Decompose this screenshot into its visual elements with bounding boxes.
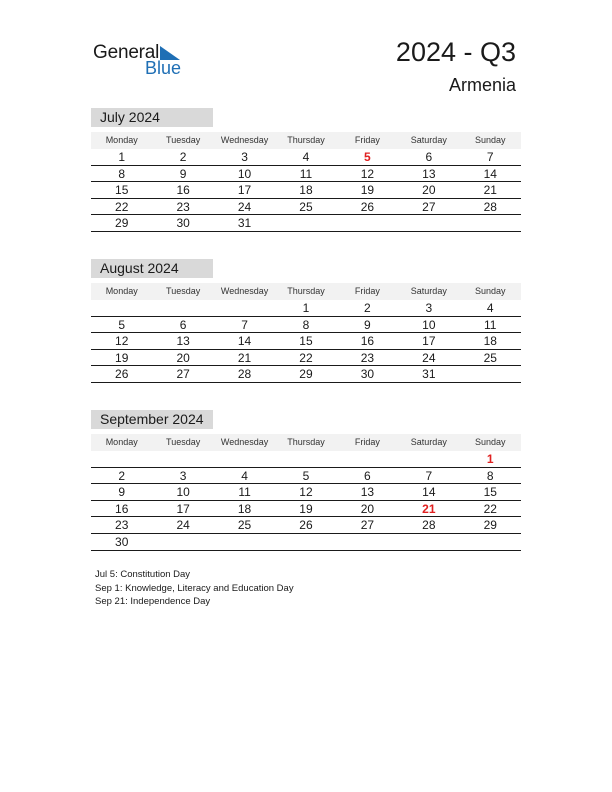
day-cell: 23 xyxy=(360,350,375,365)
day-cell: 24 xyxy=(176,518,190,533)
week-row xyxy=(91,517,521,534)
day-cell: 26 xyxy=(115,367,129,382)
holiday-note: Jul 5: Constitution Day xyxy=(95,569,191,580)
week-row xyxy=(91,333,521,350)
day-cell: 27 xyxy=(176,367,190,382)
weekday-label: Monday xyxy=(105,437,138,447)
page-title: 2024 - Q3 xyxy=(395,37,516,67)
weekday-label: Thursday xyxy=(287,286,325,296)
day-cell: 13 xyxy=(422,166,436,181)
week-row xyxy=(91,468,521,485)
day-cell: 24 xyxy=(237,199,252,214)
empty-day-cell xyxy=(91,300,152,316)
day-cell: 2 xyxy=(118,468,126,483)
weekday-label: Thursday xyxy=(287,135,325,145)
day-cell: 11 xyxy=(238,485,251,500)
week-row xyxy=(91,366,521,383)
weekday-label: Saturday xyxy=(410,135,447,145)
day-cell: 12 xyxy=(299,485,313,500)
day-cell: 19 xyxy=(360,183,375,198)
day-cell: 7 xyxy=(486,150,494,164)
weekday-label: Wednesday xyxy=(220,437,269,447)
day-cell: 31 xyxy=(237,216,252,231)
day-cell: 6 xyxy=(425,150,433,164)
day-cell: 21 xyxy=(483,183,497,198)
day-cell: 4 xyxy=(486,301,494,315)
day-cell: 24 xyxy=(422,350,436,365)
weekday-label: Sunday xyxy=(474,286,506,296)
week-row xyxy=(91,300,521,317)
empty-day-cell xyxy=(91,451,152,467)
day-cell: 28 xyxy=(422,518,436,533)
day-cell: 27 xyxy=(360,518,375,533)
weekday-label: Saturday xyxy=(410,437,447,447)
day-cell: 5 xyxy=(364,150,371,164)
empty-day-cell xyxy=(337,534,398,550)
weekday-header-row xyxy=(91,132,521,149)
day-cell: 22 xyxy=(115,199,129,214)
day-cell: 29 xyxy=(483,518,497,533)
week-row xyxy=(91,317,521,334)
weekday-label: Sunday xyxy=(474,437,506,447)
holiday-notes xyxy=(95,568,294,609)
day-cell: 19 xyxy=(115,350,129,365)
week-row xyxy=(91,451,521,468)
empty-day-cell xyxy=(460,215,521,231)
day-cell: 14 xyxy=(422,485,436,500)
empty-day-cell xyxy=(214,300,275,316)
empty-day-cell xyxy=(398,215,459,231)
day-cell: 3 xyxy=(425,301,433,315)
day-cell: 12 xyxy=(115,334,129,349)
weekday-label: Wednesday xyxy=(220,135,269,145)
day-cell: 8 xyxy=(302,317,310,332)
day-cell: 13 xyxy=(176,334,190,349)
day-cell: 15 xyxy=(483,485,497,500)
day-cell: 2 xyxy=(179,150,187,164)
month-block xyxy=(91,410,521,551)
day-cell: 9 xyxy=(118,485,126,500)
week-row xyxy=(91,350,521,367)
day-cell: 26 xyxy=(360,199,375,214)
day-cell: 15 xyxy=(299,334,313,349)
day-cell: 3 xyxy=(179,468,187,483)
day-cell: 23 xyxy=(176,199,190,214)
empty-day-cell xyxy=(152,300,213,316)
week-row xyxy=(91,149,521,166)
weekday-label: Saturday xyxy=(410,286,447,296)
weekday-label: Tuesday xyxy=(166,437,201,447)
day-cell: 21 xyxy=(237,350,252,365)
day-cell: 23 xyxy=(115,518,129,533)
day-cell: 13 xyxy=(360,485,375,500)
weekday-label: Friday xyxy=(354,135,380,145)
day-cell: 3 xyxy=(241,150,248,164)
weekday-label: Wednesday xyxy=(220,286,269,296)
day-cell: 10 xyxy=(176,485,190,500)
weekday-label: Friday xyxy=(354,437,380,447)
empty-day-cell xyxy=(337,215,398,231)
day-cell: 1 xyxy=(302,301,310,315)
day-cell: 29 xyxy=(299,367,313,382)
logo-blue-text: Blue xyxy=(145,58,182,78)
month-name: August 2024 xyxy=(91,259,213,278)
day-cell: 11 xyxy=(484,317,497,332)
day-cell: 22 xyxy=(483,501,497,516)
country-name: Armenia xyxy=(448,75,516,95)
day-cell: 25 xyxy=(299,199,313,214)
day-cell: 29 xyxy=(115,216,129,231)
day-cell: 14 xyxy=(237,334,252,349)
empty-day-cell xyxy=(275,451,336,467)
weekday-label: Friday xyxy=(354,286,380,296)
day-cell: 9 xyxy=(364,317,371,332)
weekday-label: Monday xyxy=(105,135,138,145)
week-row xyxy=(91,534,521,551)
weekday-label: Monday xyxy=(105,286,138,296)
weekday-label: Sunday xyxy=(474,135,506,145)
day-cell: 19 xyxy=(299,501,313,516)
day-cell: 26 xyxy=(299,518,313,533)
day-cell: 4 xyxy=(302,150,310,164)
weekday-header-row xyxy=(91,434,521,451)
day-cell: 1 xyxy=(118,150,126,164)
weekday-header-row xyxy=(91,283,521,300)
empty-day-cell xyxy=(214,451,275,467)
day-cell: 25 xyxy=(237,518,252,533)
month-name: September 2024 xyxy=(91,410,213,429)
empty-day-cell xyxy=(460,534,521,550)
weeks-grid xyxy=(91,149,521,232)
day-cell: 28 xyxy=(483,199,497,214)
day-cell: 16 xyxy=(360,334,375,349)
day-cell: 10 xyxy=(422,317,436,332)
day-cell: 18 xyxy=(483,334,497,349)
day-cell: 20 xyxy=(422,183,436,198)
week-row xyxy=(91,182,521,199)
day-cell: 28 xyxy=(237,367,252,382)
day-cell: 14 xyxy=(483,166,497,181)
week-row xyxy=(91,166,521,183)
empty-day-cell xyxy=(398,534,459,550)
day-cell: 27 xyxy=(422,199,436,214)
day-cell: 21 xyxy=(422,501,436,516)
day-cell: 20 xyxy=(176,350,190,365)
day-cell: 8 xyxy=(486,468,494,483)
day-cell: 2 xyxy=(364,301,371,315)
weekday-label: Tuesday xyxy=(166,135,201,145)
day-cell: 6 xyxy=(364,468,371,483)
day-cell: 15 xyxy=(115,183,129,198)
day-cell: 17 xyxy=(422,334,436,349)
holiday-note: Sep 1: Knowledge, Literacy and Education Day xyxy=(95,582,294,594)
day-cell: 31 xyxy=(422,367,436,382)
weekday-label: Thursday xyxy=(287,437,325,447)
weekday-label: Tuesday xyxy=(166,286,201,296)
day-cell: 11 xyxy=(299,166,313,181)
day-cell: 8 xyxy=(118,166,126,181)
day-cell: 4 xyxy=(241,468,248,483)
day-cell: 5 xyxy=(118,317,126,332)
month-block xyxy=(91,108,521,232)
day-cell: 18 xyxy=(299,183,313,198)
day-cell: 30 xyxy=(115,534,129,549)
day-cell: 30 xyxy=(176,216,190,231)
day-cell: 5 xyxy=(302,468,310,483)
empty-day-cell xyxy=(214,534,275,550)
day-cell: 17 xyxy=(176,501,190,516)
day-cell: 1 xyxy=(486,452,494,466)
day-cell: 9 xyxy=(179,166,187,181)
holiday-note: Sep 21: Independence Day xyxy=(95,596,211,607)
day-cell: 20 xyxy=(360,501,375,516)
day-cell: 25 xyxy=(483,350,497,365)
empty-day-cell xyxy=(152,534,213,550)
day-cell: 10 xyxy=(237,166,252,181)
day-cell: 16 xyxy=(115,501,129,516)
day-cell: 12 xyxy=(360,166,375,181)
empty-day-cell xyxy=(275,534,336,550)
day-cell: 17 xyxy=(237,183,252,198)
week-row xyxy=(91,501,521,518)
empty-day-cell xyxy=(398,451,459,467)
weeks-grid xyxy=(91,451,521,551)
month-name: July 2024 xyxy=(91,108,213,127)
day-cell: 22 xyxy=(299,350,313,365)
week-row xyxy=(91,215,521,232)
empty-day-cell xyxy=(275,215,336,231)
logo-general-text: General xyxy=(93,42,160,63)
day-cell: 16 xyxy=(176,183,190,198)
week-row xyxy=(91,484,521,501)
logo xyxy=(93,42,193,78)
empty-day-cell xyxy=(152,451,213,467)
day-cell: 7 xyxy=(425,468,433,483)
day-cell: 6 xyxy=(179,317,187,332)
day-cell: 18 xyxy=(237,501,252,516)
empty-day-cell xyxy=(337,451,398,467)
day-cell: 7 xyxy=(241,317,248,332)
day-cell: 30 xyxy=(360,367,375,382)
month-block xyxy=(91,259,521,383)
week-row xyxy=(91,199,521,216)
empty-day-cell xyxy=(460,366,521,382)
weeks-grid xyxy=(91,300,521,383)
